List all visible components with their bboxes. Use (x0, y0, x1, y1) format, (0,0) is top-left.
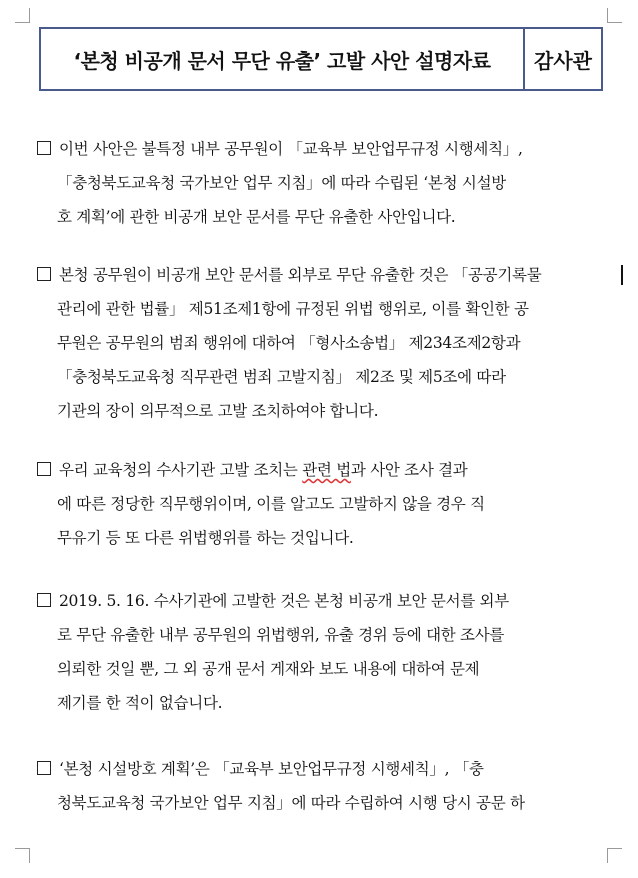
paragraph-3 (37, 453, 610, 555)
text-cursor (621, 265, 623, 285)
paragraph-line: 에 따른 정당한 직무행위이며, 이를 알고도 고발하지 않을 경우 직 (57, 495, 485, 513)
checkbox-bullet-icon (37, 761, 51, 775)
paragraph-line: 청북도교육청 국가보안 업무 지침」에 따라 수립하여 시행 당시 공문 하 (57, 794, 525, 812)
paragraph-5 (37, 752, 610, 820)
paragraph-line: 본청 공무원이 비공개 보안 문서를 외부로 무단 유출한 것은 「공공기록물 (59, 266, 542, 284)
crop-mark-bottom-right (607, 848, 622, 863)
crop-mark-top-right (607, 8, 622, 23)
crop-mark-top-left (15, 8, 30, 23)
paragraph-1 (37, 132, 610, 234)
paragraph-line-part: 과 사안 조사 결과 (350, 461, 468, 479)
checkbox-bullet-icon (37, 462, 51, 476)
spellcheck-flagged-text[interactable]: 관련 법 (302, 461, 351, 479)
department-label: 감사관 (534, 48, 592, 73)
paragraph-line: 로 무단 유출한 내부 공무원의 위법행위, 유출 경위 등에 대한 조사를 (57, 626, 505, 644)
checkbox-bullet-icon (37, 593, 51, 607)
paragraph-line: 「충청북도교육청 직무관련 범죄 고발지침」 제2조 및 제5조에 따라 (57, 368, 506, 386)
paragraph-line: 무원은 공무원의 범죄 행위에 대하여 「형사소송법」 제234조제2항과 (57, 334, 521, 352)
paragraph-4 (37, 584, 610, 720)
paragraph-line: 「충청북도교육청 국가보안 업무 지침」에 따라 수립된 ‘본청 시설방 (57, 174, 506, 192)
paragraph-line: 관리에 관한 법률」 제51조제1항에 규정된 위법 행위로, 이를 확인한 공 (57, 300, 529, 318)
paragraph-line: 기관의 장이 의무적으로 고발 조치하여야 합니다. (57, 402, 379, 420)
paragraph-line: 이번 사안은 불특정 내부 공무원이 「교육부 보안업무규정 시행세칙」, (59, 140, 523, 158)
paragraph-line: 호 계획’에 관한 비공개 보안 문서를 무단 유출한 사안입니다. (57, 208, 456, 226)
paragraph-line-part: 우리 교육청의 수사기관 고발 조치는 (59, 461, 303, 479)
checkbox-bullet-icon (37, 141, 51, 155)
paragraph-2 (37, 258, 610, 428)
paragraph-line: 무유기 등 또 다른 위법행위를 하는 것입니다. (57, 529, 354, 547)
crop-mark-bottom-left (15, 848, 30, 863)
paragraph-line: 의뢰한 것일 뿐, 그 외 공개 문서 게재와 보도 내용에 대하여 문제 (57, 660, 480, 678)
paragraph-line: 제기를 한 적이 없습니다. (57, 694, 223, 712)
paragraph-line: ‘본청 시설방호 계획’은 「교육부 보안업무규정 시행세칙」, 「충 (59, 760, 484, 778)
header-table (39, 27, 603, 91)
paragraph-line: 2019. 5. 16. 수사기관에 고발한 것은 본청 비공개 보안 문서를 외부 (59, 592, 509, 610)
document-title: ‘본청 비공개 문서 무단 유출’ 고발 사안 설명자료 (41, 29, 525, 89)
checkbox-bullet-icon (37, 267, 51, 281)
